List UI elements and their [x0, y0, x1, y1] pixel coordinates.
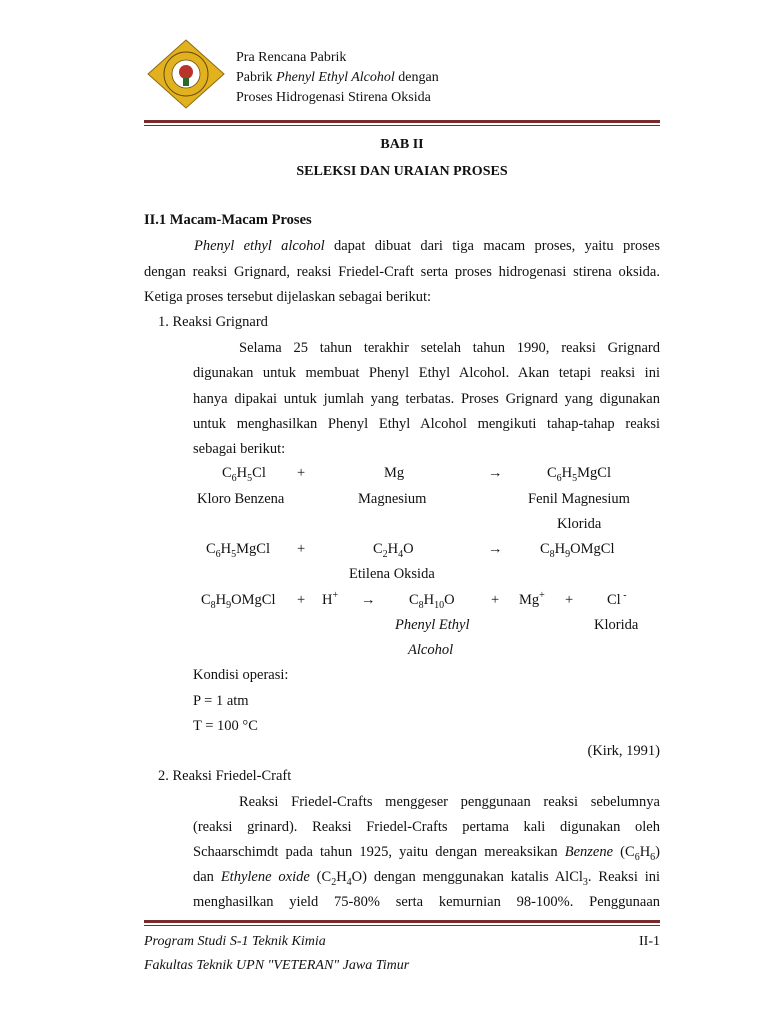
- item2-line-3: Schaarschimdt pada tahun 1925, yaitu dengan mereaksikan Benzene $(C_6H_6)$: [193, 844, 661, 863]
- item2-line-1: Reaksi Friedel-Crafts menggeser penggunaan reaksi sebelumnya: [239, 794, 660, 810]
- header-rule: [144, 120, 660, 123]
- footer-program: Program Studi S-1 Teknik Kimia: [144, 934, 326, 949]
- r1-product: $C_6H_5MgCl$: [547, 465, 611, 484]
- footer-faculty: Fakultas Teknik UPN "VETERAN" Jawa Timur: [144, 958, 410, 973]
- r1-arrow: →: [488, 465, 503, 481]
- university-logo: [146, 38, 226, 110]
- item2-title: 2. Reaksi Friedel-Craft: [158, 768, 292, 784]
- r1-chlorobenzene: $C_6H_5Cl$: [222, 465, 266, 484]
- item1-title: 1. Reaksi Grignard: [158, 314, 268, 330]
- header-line-3: Proses Hidrogenasi Stirena Oksida: [236, 90, 431, 105]
- r2-reactant: $C_6H_5MgCl$: [206, 541, 270, 560]
- item2-line-2: (reaksi grinard). Reaksi Friedel-Crafts pertama kali digunakan oleh: [193, 819, 660, 835]
- r3-alcohol: $C_8H_{10}O$: [409, 592, 455, 611]
- page-number: II-1: [639, 934, 660, 949]
- intro-line-1: Phenyl ethyl alcohol dapat dibuat dari tiga macam proses, yaitu proses: [194, 238, 660, 254]
- conditions-temperature: T = 100 °C: [193, 718, 258, 734]
- item1-line-1: Selama 25 tahun terakhir setelah tahun 1990, reaksi Grignard: [239, 340, 660, 356]
- footer-rule-thin: [144, 925, 660, 926]
- r1-magnesium: Mg: [384, 465, 405, 481]
- r1-label-c2: Klorida: [557, 516, 602, 532]
- header-line-1: Pra Rencana Pabrik: [236, 50, 347, 65]
- item2-line-4: dan Ethylene oxide $(C_2H_4O)$ dengan menggunakan katalis AlCl$_3$. Reaksi ini: [193, 869, 661, 888]
- header-line-2: Pabrik Phenyl Ethyl Alcohol dengan: [236, 70, 439, 85]
- r2-ethylene-oxide: $C_2H_4O$: [373, 541, 414, 560]
- r3-mg-ion: Mg+: [519, 590, 545, 608]
- intro-line-3: Ketiga proses tersebut dijelaskan sebagai berikut:: [144, 289, 432, 305]
- r2-product: $C_8H_9OMgCl$: [540, 541, 615, 560]
- r3-arrow: →: [361, 592, 376, 608]
- r1-label-c1: Fenil Magnesium: [528, 491, 630, 507]
- r3-chloride-ion: Cl -: [607, 590, 627, 608]
- item1-line-4: untuk menghasilkan Phenyl Ethyl Alcohol mengikuti tahap-tahap reaksi: [193, 416, 660, 432]
- conditions-label: Kondisi operasi:: [193, 667, 289, 683]
- section-heading: II.1 Macam-Macam Proses: [144, 212, 312, 228]
- r1-label-b: Magnesium: [358, 491, 427, 507]
- reference: (Kirk, 1991): [587, 743, 660, 759]
- r3-proton: H+: [322, 590, 339, 608]
- r3-label-p2: Alcohol: [408, 642, 454, 658]
- r1-label-a: Kloro Benzena: [197, 491, 285, 507]
- chapter-heading: SELEKSI DAN URAIAN PROSES: [296, 164, 508, 179]
- item2-line-5: menghasilkan yield 75-80% serta kemurnian 98-100%. Penggunaan: [193, 894, 660, 910]
- item1-line-3: hanya dipakai untuk jumlah yang terbatas. Proses Grignard yang digunakan: [193, 391, 660, 407]
- r2-arrow: →: [488, 541, 503, 557]
- header-rule-thin: [144, 125, 660, 126]
- footer-rule: [144, 920, 660, 923]
- r2-plus: +: [297, 541, 306, 557]
- chapter-title: BAB II: [380, 137, 424, 152]
- r3-reactant: $C_8H_9OMgCl$: [201, 592, 276, 611]
- r3-plus-2: +: [491, 592, 500, 608]
- intro-line-2: dengan reaksi Grignard, reaksi Friedel-Craft serta proses hidrogenasi stirena oksida.: [144, 264, 660, 280]
- r3-label-cl: Klorida: [594, 617, 639, 633]
- r3-label-p1: Phenyl Ethyl: [395, 617, 470, 633]
- item1-line-5: sebagai berikut:: [193, 441, 286, 457]
- r3-plus-1: +: [297, 592, 306, 608]
- r3-plus-3: +: [565, 592, 574, 608]
- item1-line-2: digunakan untuk membuat Phenyl Ethyl Alcohol. Akan tetapi reaksi ini: [193, 365, 660, 381]
- r1-plus: +: [297, 465, 306, 481]
- conditions-pressure: P = 1 atm: [193, 693, 249, 709]
- r2-label-b: Etilena Oksida: [349, 566, 435, 582]
